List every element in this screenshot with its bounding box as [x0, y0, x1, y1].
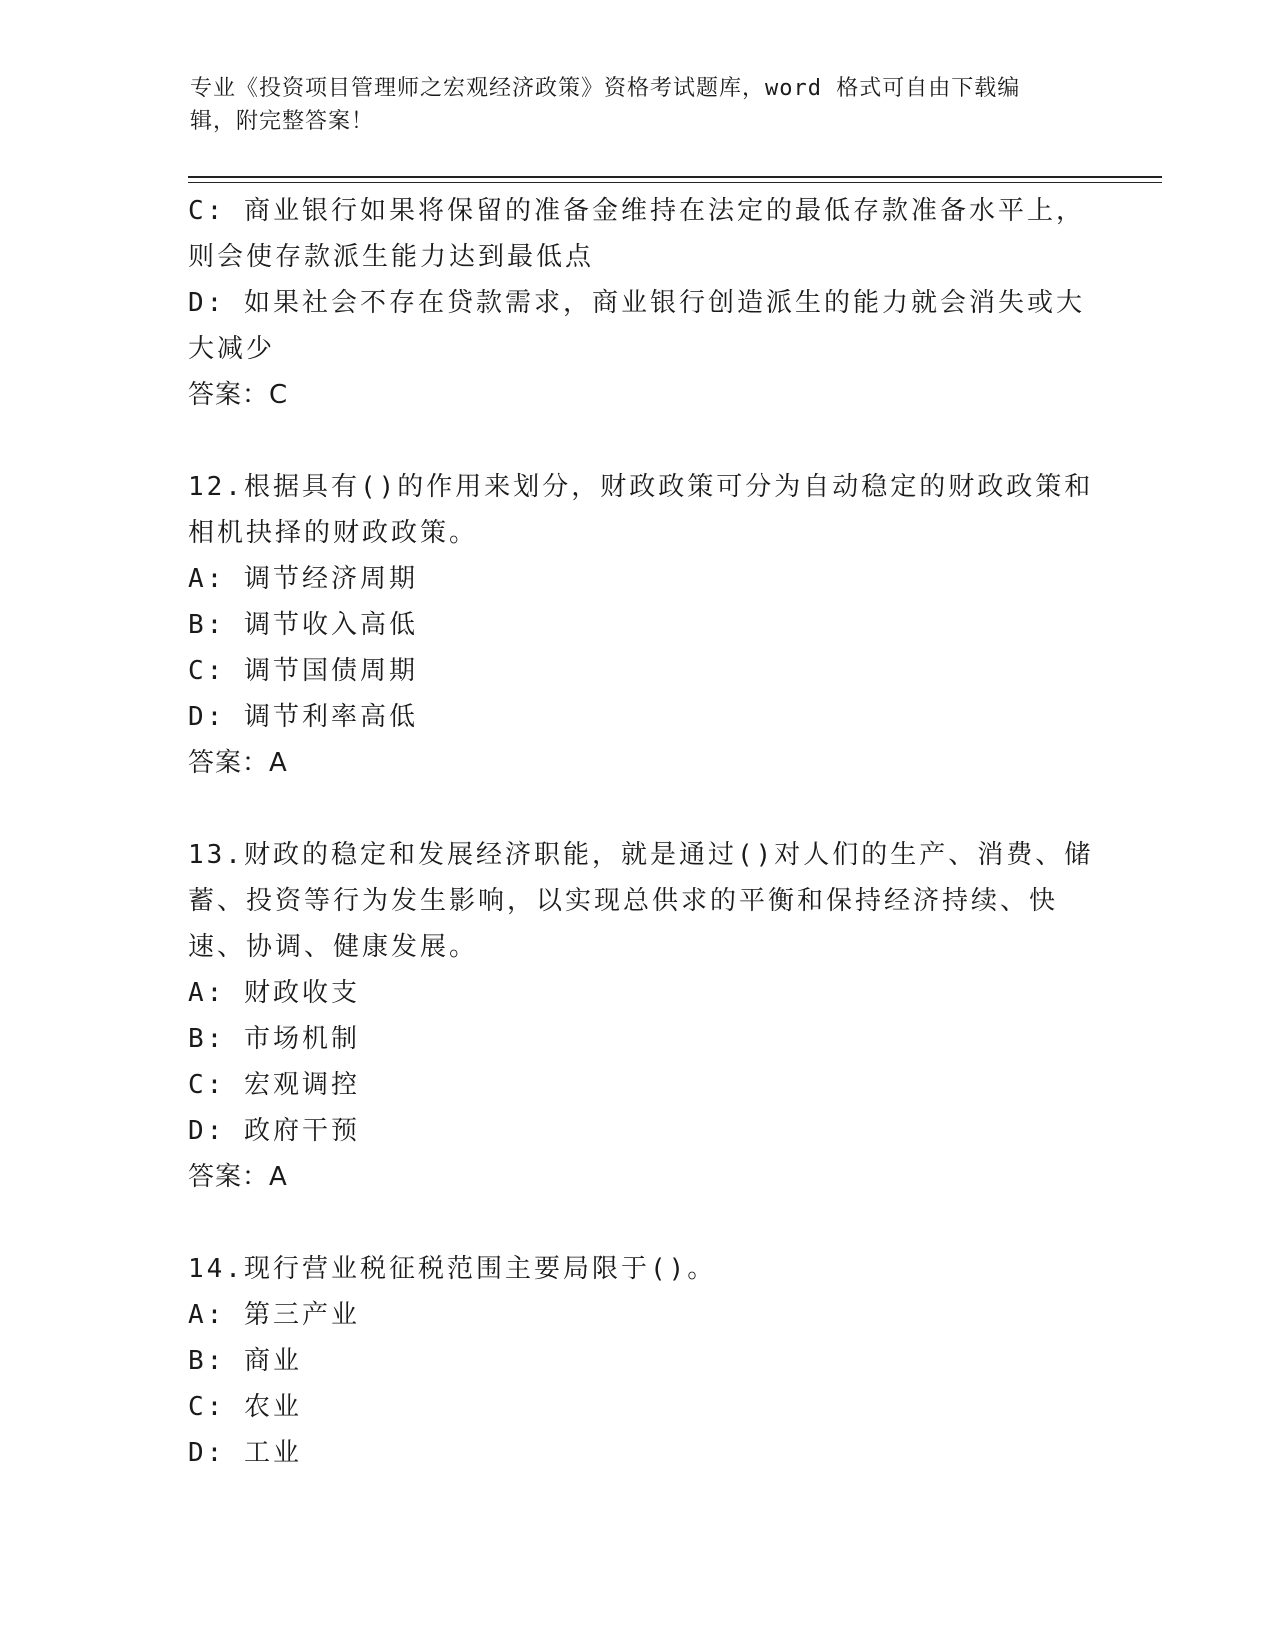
q14-option-a: A: 第三产业	[188, 1300, 360, 1330]
header-line-2: 辑，附完整答案！	[190, 109, 375, 134]
q11-answer: 答案：C	[188, 380, 289, 410]
q14-option-b: B: 商业	[188, 1346, 302, 1376]
question-content	[188, 188, 1094, 1476]
q12-answer: 答案：A	[188, 748, 288, 778]
q13-option-b: B: 市场机制	[188, 1024, 360, 1054]
spacer	[188, 786, 1088, 832]
spacer	[188, 1200, 1088, 1246]
header-divider-thin	[188, 182, 1162, 183]
q11-option-c-line-2: 则会使存款派生能力达到最低点	[188, 242, 595, 272]
q14-option-d: D: 工业	[188, 1438, 302, 1468]
header-line-1: 专业《投资项目管理师之宏观经济政策》资格考试题库，word 格式可自由下载编	[190, 76, 1021, 101]
q11-option-d-line-1: D: 如果社会不存在贷款需求，商业银行创造派生的能力就会消失或大	[188, 288, 1085, 318]
q14-option-c: C: 农业	[188, 1392, 302, 1422]
q11-option-d-line-2: 大减少	[188, 334, 276, 364]
q12-option-b: B: 调节收入高低	[188, 610, 418, 640]
q12-stem-line-1: 12.根据具有()的作用来划分，财政政策可分为自动稳定的财政政策和	[188, 472, 1094, 502]
question-13-block	[188, 832, 1094, 1200]
q11-option-c-line-1: C: 商业银行如果将保留的准备金维持在法定的最低存款准备水平上，	[188, 196, 1085, 226]
q13-stem-line-1: 13.财政的稳定和发展经济职能，就是通过()对人们的生产、消费、储	[188, 840, 1094, 870]
q12-option-a: A: 调节经济周期	[188, 564, 418, 594]
q13-option-c: C: 宏观调控	[188, 1070, 360, 1100]
q14-stem-line-1: 14.现行营业税征税范围主要局限于()。	[188, 1254, 717, 1284]
question-14-block	[188, 1246, 1088, 1476]
document-header	[190, 72, 1090, 138]
q12-option-c: C: 调节国债周期	[188, 656, 418, 686]
spacer	[188, 418, 1088, 464]
q12-stem-line-2: 相机抉择的财政政策。	[188, 518, 479, 548]
q13-option-a: A: 财政收支	[188, 978, 360, 1008]
q12-option-d: D: 调节利率高低	[188, 702, 418, 732]
q13-option-d: D: 政府干预	[188, 1116, 360, 1146]
question-11-block	[188, 188, 1088, 418]
question-12-block	[188, 464, 1094, 786]
q13-stem-line-3: 速、协调、健康发展。	[188, 932, 479, 962]
q13-stem-line-2: 蓄、投资等行为发生影响，以实现总供求的平衡和保持经济持续、快	[188, 886, 1059, 916]
q13-answer: 答案：A	[188, 1162, 288, 1192]
header-divider-thick	[188, 176, 1162, 178]
